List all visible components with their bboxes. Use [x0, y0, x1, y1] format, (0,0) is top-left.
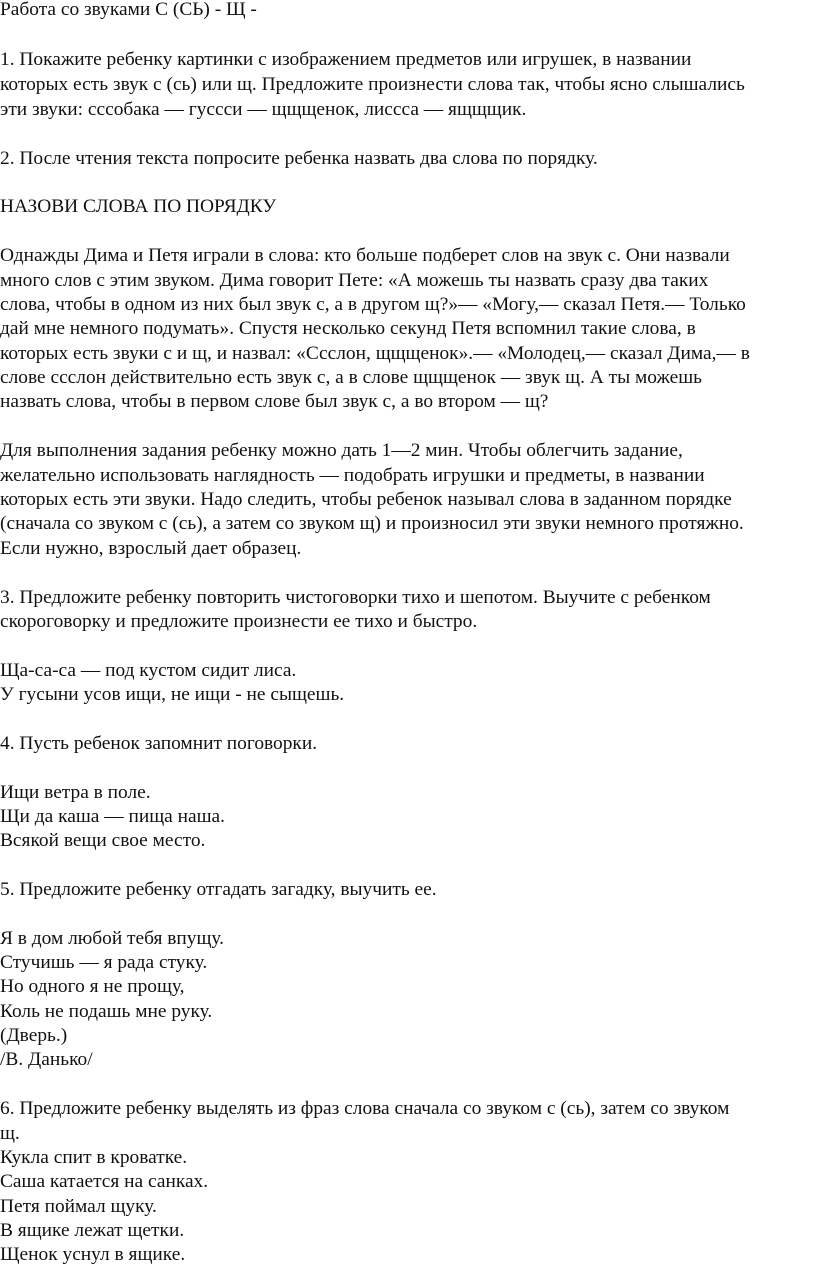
riddle-line-3: Но одного я не прощу,	[0, 976, 185, 997]
task-1-line-2: которых есть звук с (сь) или щ. Предложите произнести слова так, чтобы ясно слышались	[0, 74, 745, 95]
task-3-line-2: скороговорку и предложите произнести ее тихо и быстро.	[0, 611, 478, 632]
task-2-text: 2. После чтения текста попросите ребенка назвать два слова по порядку.	[0, 148, 598, 169]
task-1-line-1: 1. Покажите ребенку картинки с изображением предметов или игрушек, в названии	[0, 49, 692, 70]
document-title: Работа со звуками С (СЬ) - Щ -	[0, 0, 257, 20]
story-line-1: Однажды Дима и Петя играли в слова: кто больше подберет слов на звук с. Они назвали	[0, 245, 730, 266]
phrase-1: Кукла спит в кроватке.	[0, 1147, 188, 1168]
task-6-line-2: щ.	[0, 1123, 20, 1144]
section-heading: НАЗОВИ СЛОВА ПО ПОРЯДКУ	[0, 196, 277, 217]
instructions-line-4: (сначала со звуком с (сь), а затем со звуком щ) и произносил эти звуки немного протяжно.	[0, 513, 744, 534]
saying-3: Всякой вещи свое место.	[0, 830, 206, 851]
story-line-5: которых есть звуки с и щ, и назвал: «Ссслон, щщщенок».— «Молодец,— сказал Дима,— в	[0, 343, 750, 364]
story-line-2: много слов с этим звуком. Дима говорит Пете: «А можешь ты назвать сразу два таких	[0, 270, 709, 291]
story-line-7: назвать слова, чтобы в первом слове был звук с, а во втором — щ?	[0, 391, 549, 412]
phrase-2: Саша катается на санках.	[0, 1171, 209, 1192]
phrase-3: Петя поймал щуку.	[0, 1196, 157, 1217]
saying-1: Ищи ветра в поле.	[0, 782, 151, 803]
tongue-twister-2: У гусыни усов ищи, не ищи - не сыщешь.	[0, 684, 345, 705]
story-line-3: слова, чтобы в одном из них был звук с, а в другом щ?»— «Могу,— сказал Петя.— Только	[0, 294, 746, 315]
saying-2: Щи да каша — пища наша.	[0, 806, 225, 827]
story-line-6: слове ссслон действительно есть звук с, а в слове щщщенок — звук щ. А ты можешь	[0, 367, 703, 388]
task-6-line-1: 6. Предложите ребенку выделять из фраз слова сначала со звуком с (сь), затем со звуком	[0, 1098, 730, 1119]
riddle-line-2: Стучишь — я рада стуку.	[0, 952, 208, 973]
task-1-line-3: эти звуки: сссобака — гуссси — щщщенок, лиссса — ящщщик.	[0, 99, 527, 120]
task-3-line-1: 3. Предложите ребенку повторить чистоговорки тихо и шепотом. Выучите с ребенком	[0, 587, 711, 608]
story-line-4: дай мне немного подумать». Спустя несколько секунд Петя вспомнил такие слова, в	[0, 318, 696, 339]
riddle-line-4: Коль не подашь мне руку.	[0, 1001, 213, 1022]
task-4-text: 4. Пусть ребенок запомнит поговорки.	[0, 733, 318, 754]
phrase-4: В ящике лежат щетки.	[0, 1220, 185, 1241]
instructions-line-3: которых есть эти звуки. Надо следить, чтобы ребенок называл слова в заданном порядке	[0, 489, 732, 510]
task-5-text: 5. Предложите ребенку отгадать загадку, выучить ее.	[0, 879, 437, 900]
tongue-twister-1: Ща-са-са — под кустом сидит лиса.	[0, 660, 297, 681]
riddle-author: /В. Данько/	[0, 1049, 93, 1070]
instructions-line-1: Для выполнения задания ребенку можно дать 1—2 мин. Чтобы облегчить задание,	[0, 440, 683, 461]
riddle-answer: (Дверь.)	[0, 1025, 68, 1046]
riddle-line-1: Я в дом любой тебя впущу.	[0, 928, 225, 949]
instructions-line-5: Если нужно, взрослый дает образец.	[0, 538, 302, 559]
phrase-5: Щенок уснул в ящике.	[0, 1244, 186, 1265]
instructions-line-2: желательно использовать наглядность — подобрать игрушки и предметы, в названии	[0, 465, 705, 486]
